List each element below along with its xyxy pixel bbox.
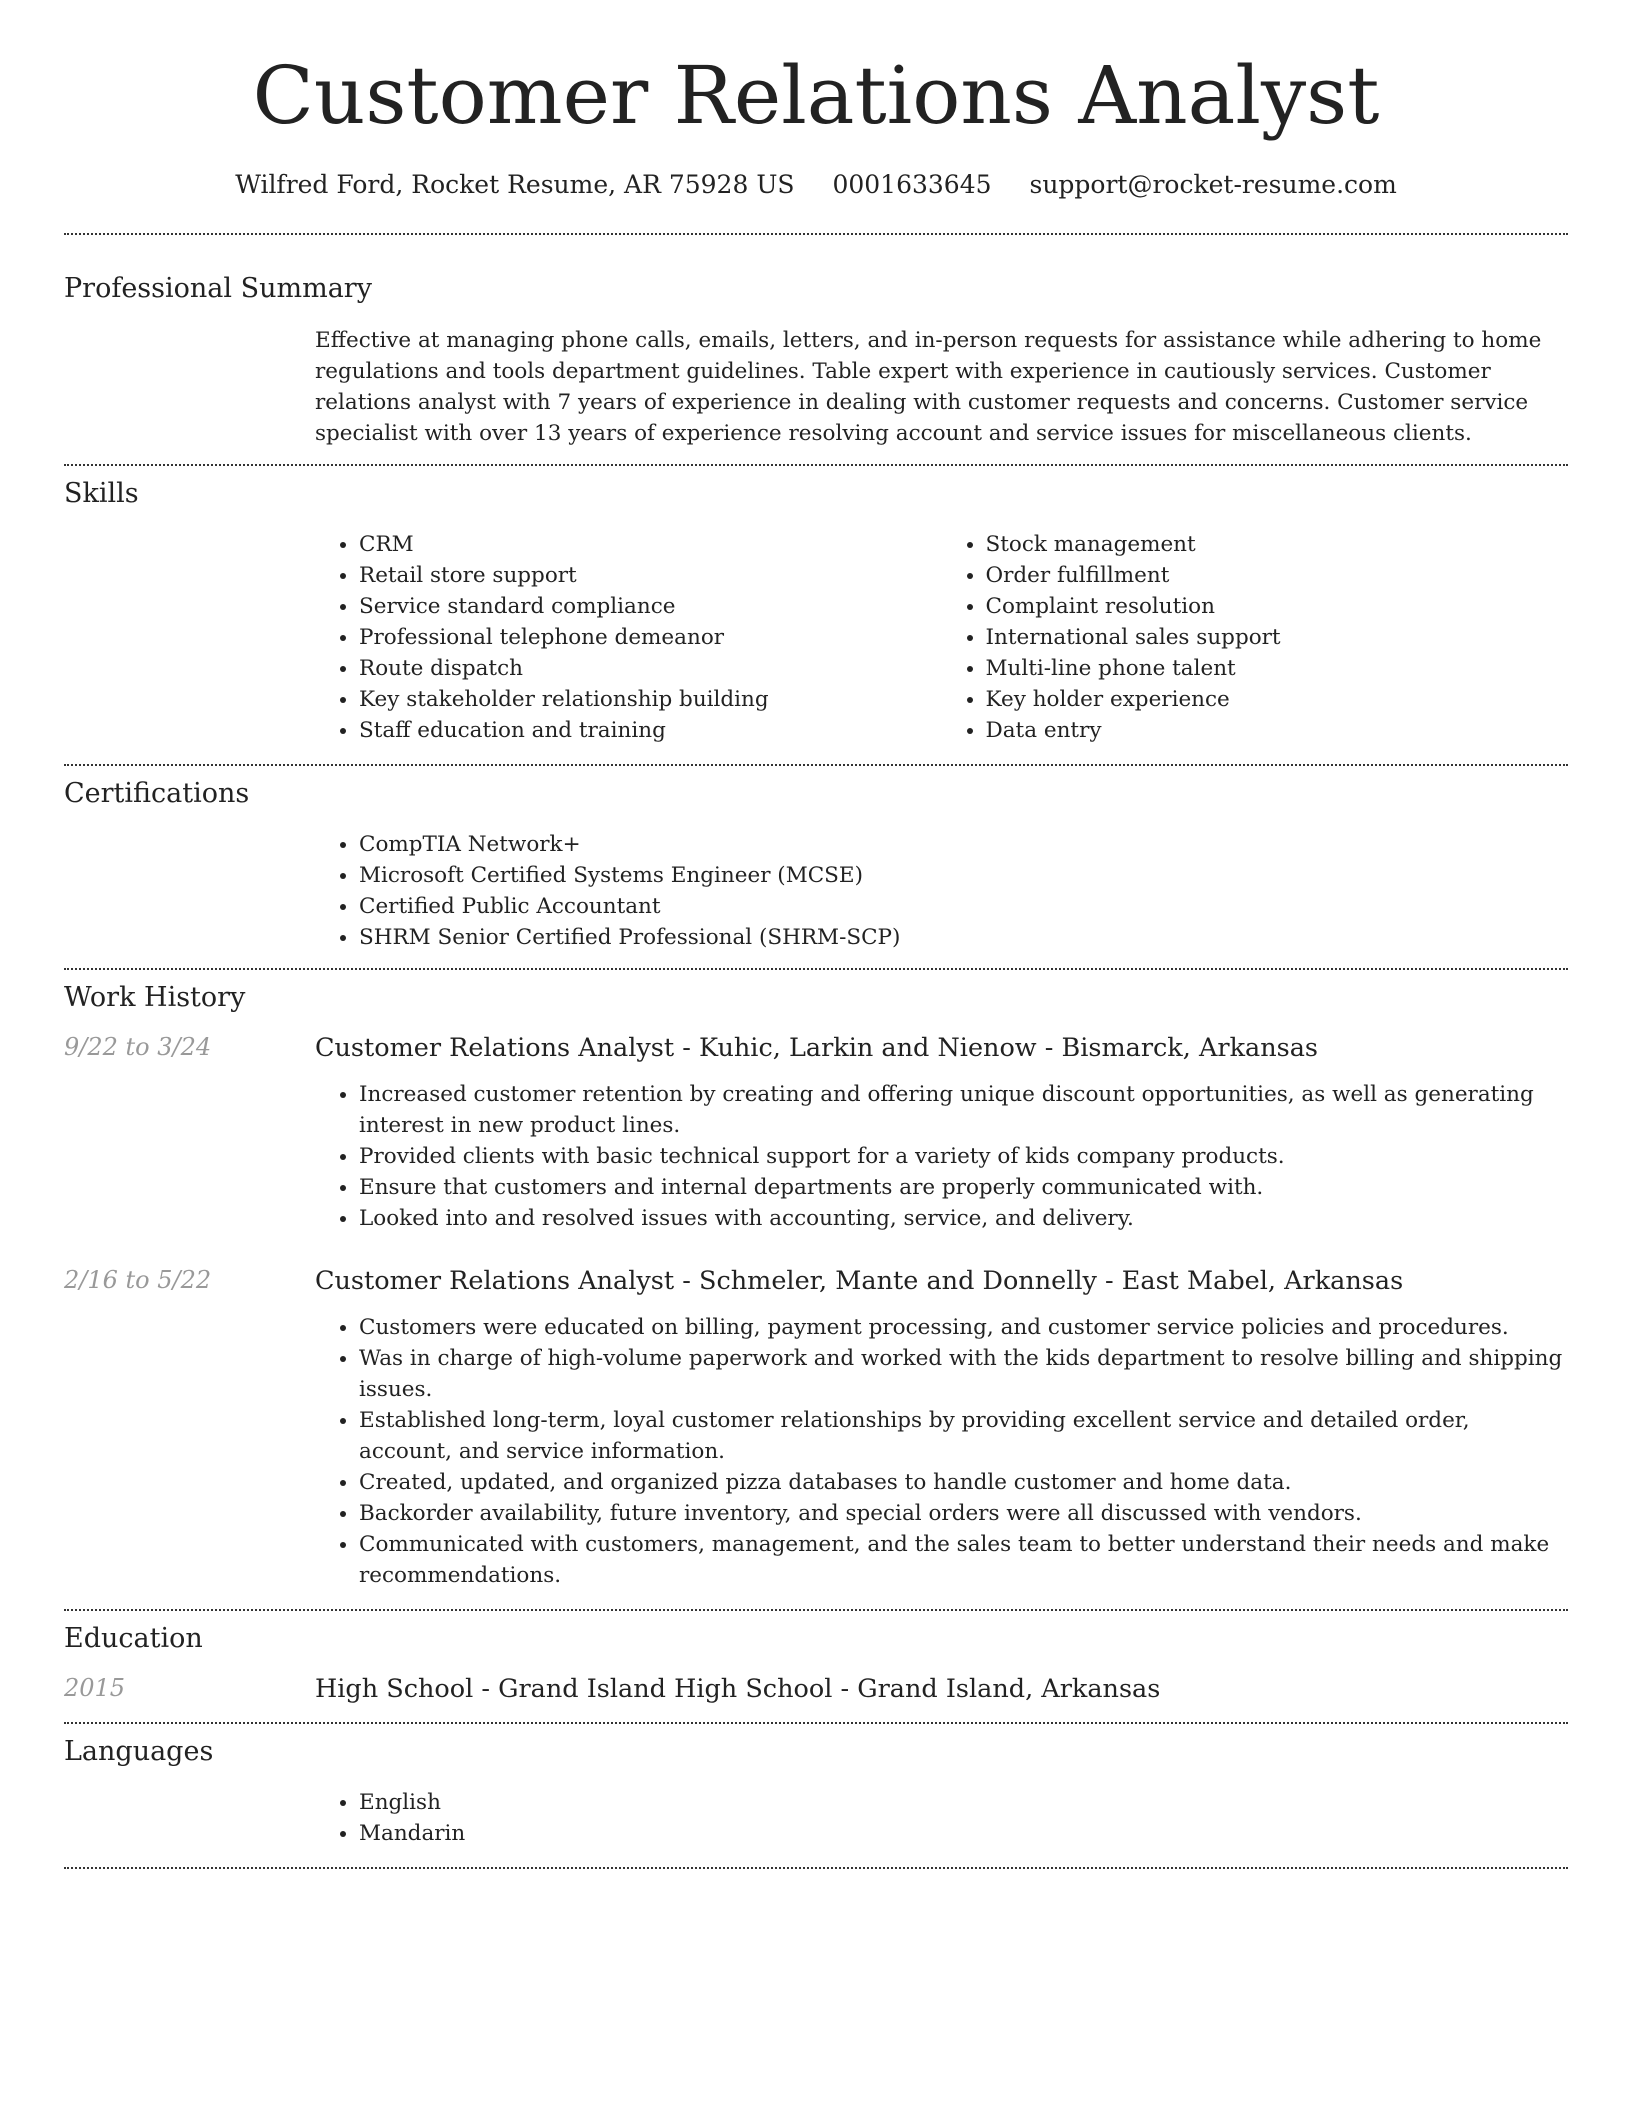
divider <box>64 233 1568 235</box>
skills-list-right <box>942 529 1569 746</box>
job-bullet: • Communicated with customers, management, and the sales team to better understand their needs and make recommendations. <box>359 1529 1568 1591</box>
contact-phone: 0001633645 <box>832 170 992 199</box>
certifications-section <box>64 778 1568 953</box>
skill-item: • Service standard compliance <box>359 591 942 622</box>
divider <box>64 1609 1568 1611</box>
certification-item: • CompTIA Network+ <box>359 829 1568 860</box>
skill-item: • Order fulfillment <box>986 560 1569 591</box>
certification-item: • SHRM Senior Certified Professional (SHRM-SCP) <box>359 922 1568 953</box>
certification-item: • Certified Public Accountant <box>359 891 1568 922</box>
contact-email: support@rocket-resume.com <box>1029 170 1397 199</box>
contact-line <box>64 170 1568 199</box>
education-heading: High School - Grand Island High School - Grand Island, Arkansas <box>315 1674 1161 1704</box>
job-bullet: • Customers were educated on billing, payment processing, and customer service policies and procedures. <box>359 1312 1568 1343</box>
divider <box>64 1722 1568 1724</box>
languages-list <box>315 1787 1568 1849</box>
skill-item: • Retail store support <box>359 560 942 591</box>
education-section <box>64 1623 1568 1704</box>
job-bullet: • Was in charge of high-volume paperwork and worked with the kids department to resolve billing and shipping issues. <box>359 1343 1568 1405</box>
section-title-certifications: Certifications <box>64 778 250 809</box>
section-title-languages: Languages <box>64 1736 214 1767</box>
section-title-skills: Skills <box>64 478 139 509</box>
divider <box>64 1867 1568 1869</box>
education-entry <box>64 1674 1568 1704</box>
skills-section <box>64 478 1568 746</box>
skill-item: • CRM <box>359 529 942 560</box>
page-title: Customer Relations Analyst <box>252 49 1380 142</box>
job-bullets <box>315 1312 1568 1591</box>
section-title-summary: Professional Summary <box>64 273 372 304</box>
job-heading: Customer Relations Analyst - Kuhic, Larkin and Nienow - Bismarck, Arkansas <box>315 1033 1319 1063</box>
certifications-list <box>315 829 1568 953</box>
job-bullet: • Provided clients with basic technical support for a variety of kids company products. <box>359 1141 1568 1172</box>
languages-section <box>64 1736 1568 1849</box>
skill-item: • Complaint resolution <box>986 591 1569 622</box>
skill-item: • Data entry <box>986 715 1569 746</box>
section-title-work: Work History <box>64 982 246 1013</box>
skill-item: • Multi-line phone talent <box>986 653 1569 684</box>
job-bullet: • Increased customer retention by creating and offering unique discount opportunities, as well as generating interest in new product lines. <box>359 1079 1568 1141</box>
job-bullet: • Created, updated, and organized pizza databases to handle customer and home data. <box>359 1467 1568 1498</box>
summary-section <box>64 273 1568 449</box>
divider <box>64 968 1568 970</box>
work-history-section <box>64 982 1568 1591</box>
language-item: • English <box>359 1787 1568 1818</box>
skill-item: • Key holder experience <box>986 684 1569 715</box>
job-bullets <box>315 1079 1568 1234</box>
skill-item: • Route dispatch <box>359 653 942 684</box>
job-entry <box>64 1266 1568 1591</box>
language-item: • Mandarin <box>359 1818 1568 1849</box>
divider <box>64 764 1568 766</box>
contact-address: Wilfred Ford, Rocket Resume, AR 75928 US <box>235 170 795 199</box>
job-entry <box>64 1033 1568 1234</box>
education-year: 2015 <box>64 1674 126 1702</box>
skill-item: • Key stakeholder relationship building <box>359 684 942 715</box>
job-dates: 2/16 to 5/22 <box>64 1266 212 1294</box>
skill-item: • Stock management <box>986 529 1569 560</box>
skill-item: • Professional telephone demeanor <box>359 622 942 653</box>
job-bullet: • Established long-term, loyal customer relationships by providing excellent service and detailed order, account, and service information. <box>359 1405 1568 1467</box>
job-dates: 9/22 to 3/24 <box>64 1033 212 1061</box>
job-bullet: • Backorder availability, future inventory, and special orders were all discussed with vendors. <box>359 1498 1568 1529</box>
divider <box>64 464 1568 466</box>
job-heading: Customer Relations Analyst - Schmeler, Mante and Donnelly - East Mabel, Arkansas <box>315 1266 1404 1296</box>
skills-list-left <box>315 529 942 746</box>
summary-text: Effective at managing phone calls, emails, letters, and in-person requests for assistance while adhering to home regulations and tools department guidelines. Table expert with experience in cautiously services. Customer relations analyst with 7 years of experience in dealing with customer requests and concerns. Customer service specialist with over 13 years of experience resolving account and service issues for miscellaneous clients. <box>315 328 1542 446</box>
skill-item: • Staff education and training <box>359 715 942 746</box>
job-bullet: • Ensure that customers and internal departments are properly communicated with. <box>359 1172 1568 1203</box>
certification-item: • Microsoft Certified Systems Engineer (MCSE) <box>359 860 1568 891</box>
section-title-education: Education <box>64 1623 203 1654</box>
skill-item: • International sales support <box>986 622 1569 653</box>
job-bullet: • Looked into and resolved issues with accounting, service, and delivery. <box>359 1203 1568 1234</box>
